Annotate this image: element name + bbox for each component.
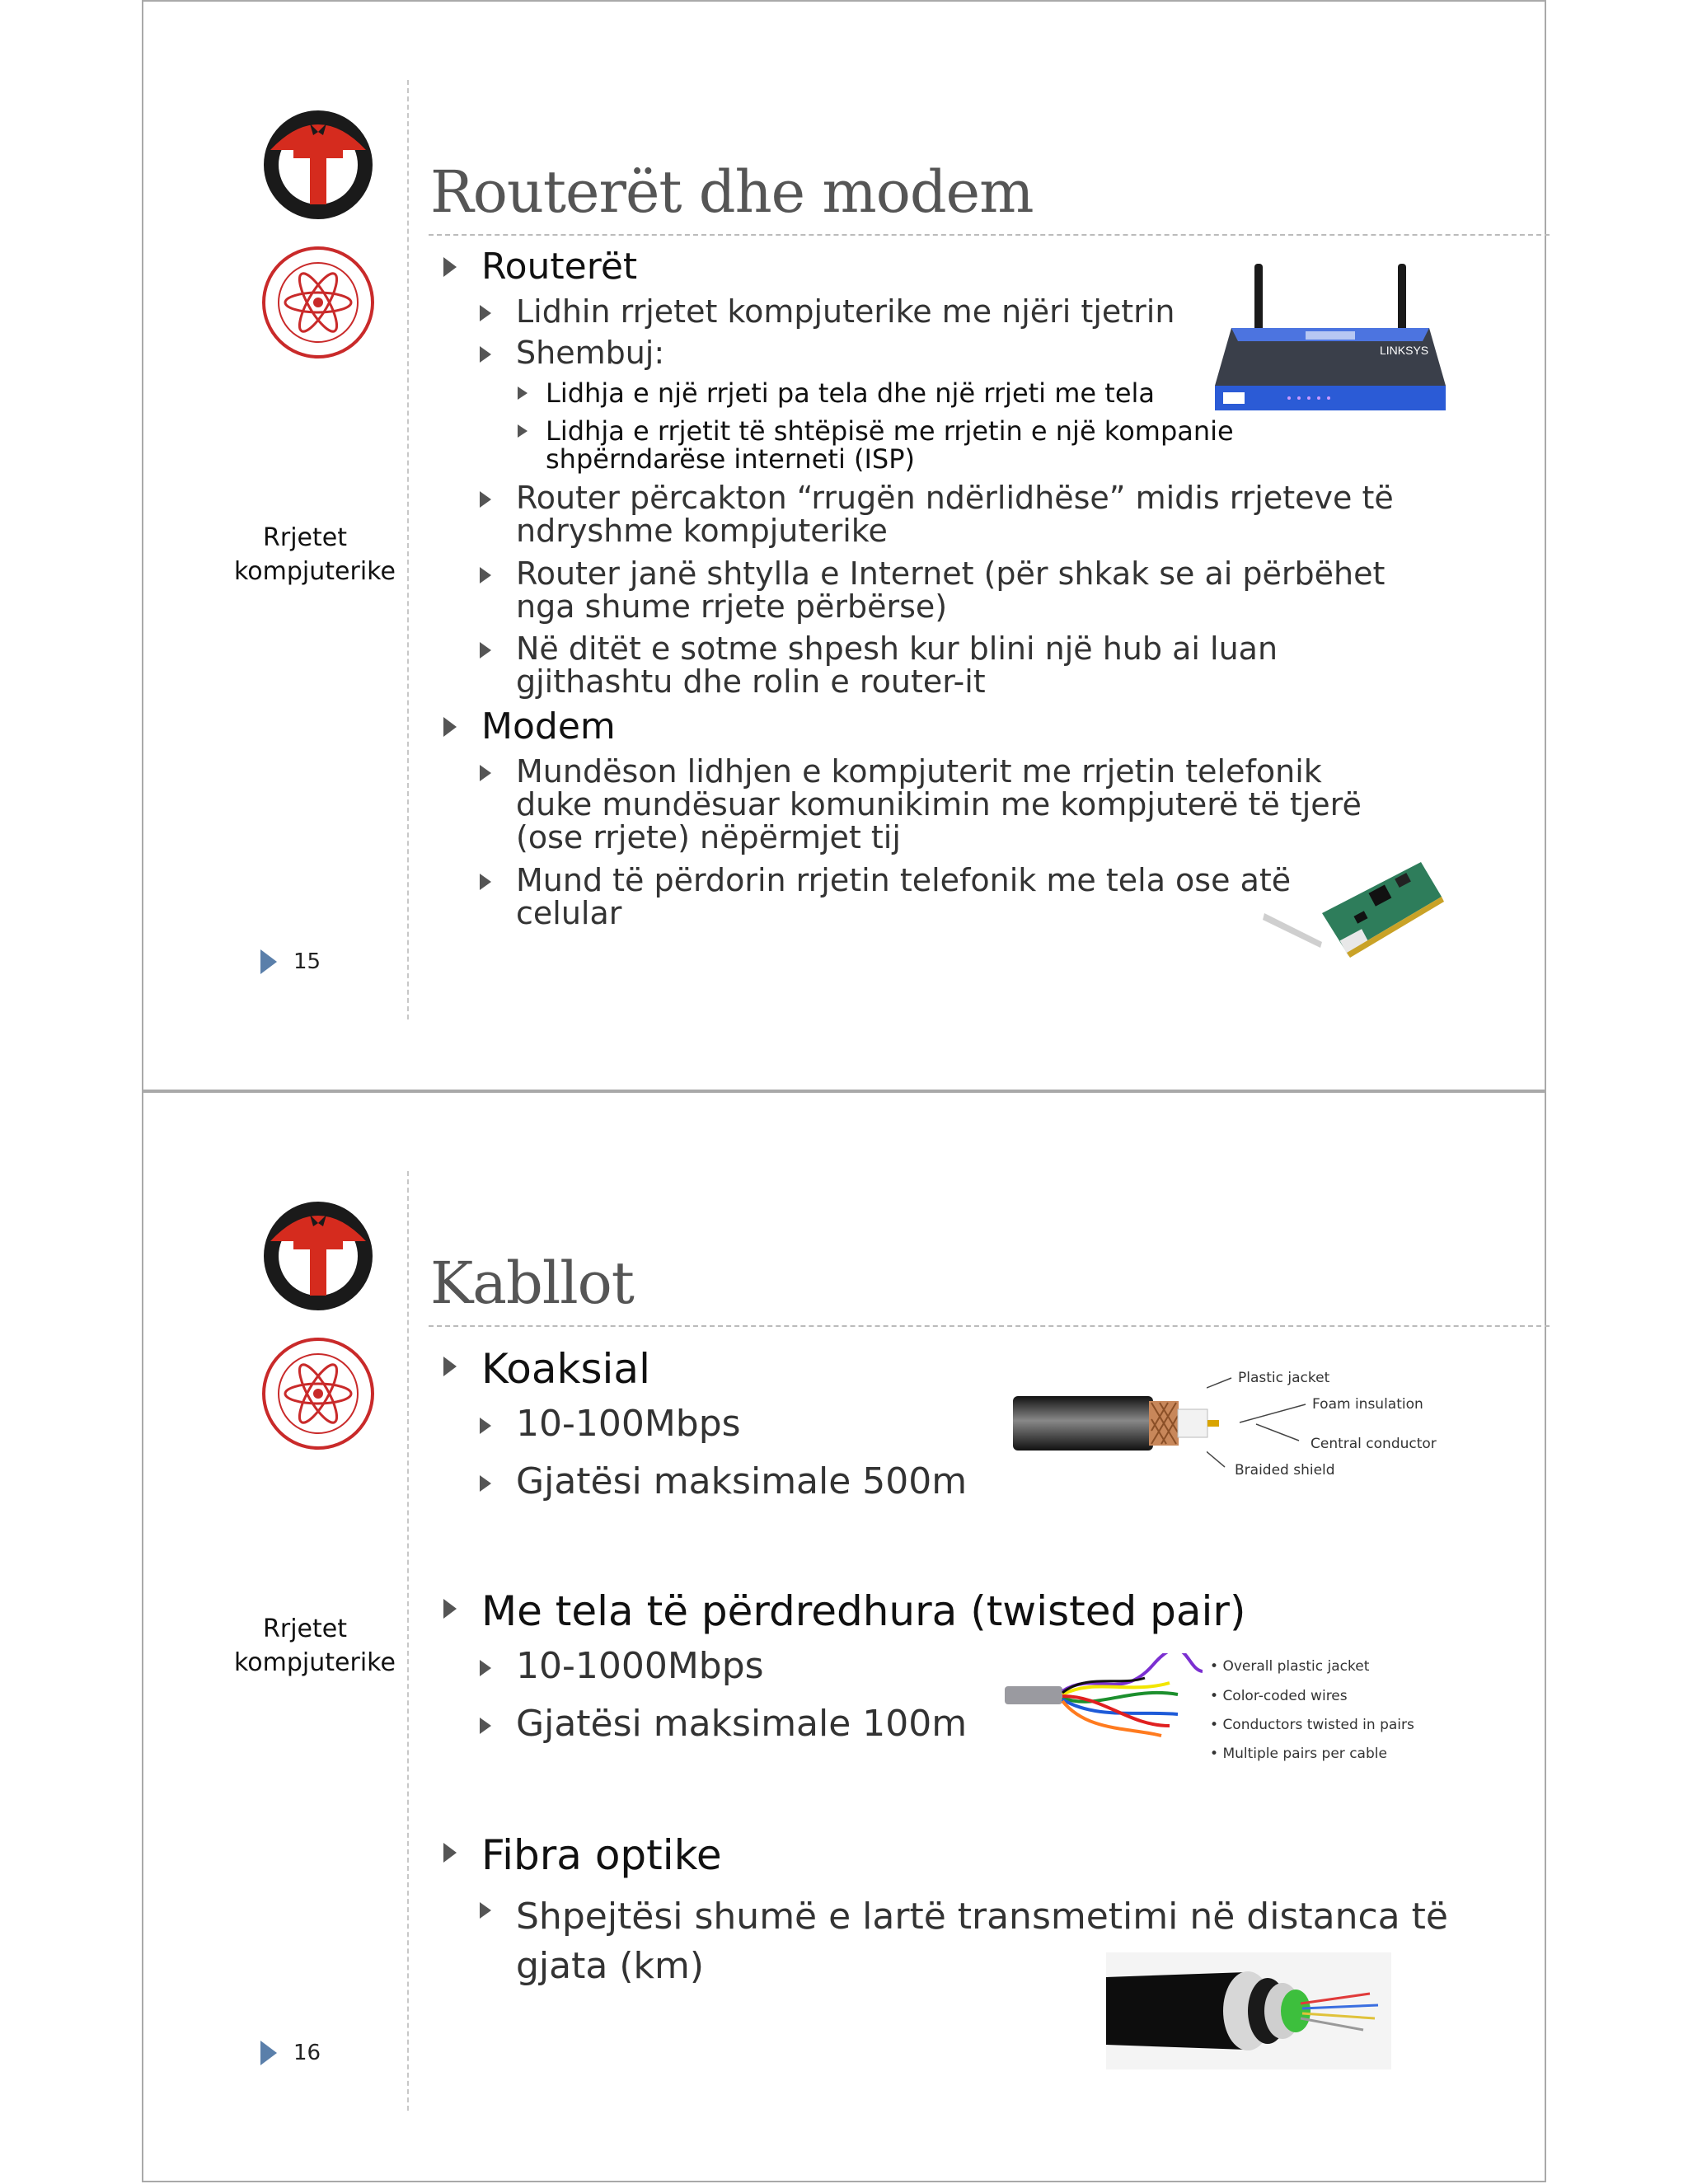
tp-labels xyxy=(1210,1658,1457,1762)
faculty-emblem xyxy=(260,245,376,360)
bullet-coaxial: Koaksial xyxy=(443,1345,650,1393)
bullet-arrow-icon xyxy=(518,424,528,438)
modem-card-image xyxy=(1256,855,1446,987)
bullet-routers: Routerët xyxy=(443,246,637,288)
page-number: 16 xyxy=(260,2041,321,2065)
bullet-arrow-icon xyxy=(443,1599,457,1619)
bullet-arrow-icon xyxy=(480,567,491,583)
page-number: 15 xyxy=(260,949,321,974)
faculty-emblem xyxy=(260,1336,376,1451)
university-logo xyxy=(260,107,376,223)
router-image xyxy=(1207,262,1454,427)
tp-label-twisted: • Conductors twisted in pairs xyxy=(1210,1717,1414,1733)
bullet-arrow-icon xyxy=(443,257,457,277)
bullet-arrow-icon xyxy=(480,1660,491,1676)
bullet-arrow-icon xyxy=(443,717,457,737)
twisted-pair-image xyxy=(1005,1653,1203,1744)
bullet-arrow-icon xyxy=(480,1718,491,1734)
bullet-modem: Modem xyxy=(443,705,616,748)
slide-title: Routerët dhe modem xyxy=(430,158,1034,226)
bullet-examples: Shembuj: xyxy=(480,336,664,369)
coax-labels xyxy=(1207,1358,1536,1482)
page-triangle-icon xyxy=(260,2041,277,2065)
bullet-arrow-icon xyxy=(480,491,491,508)
bullet-arrow-icon xyxy=(480,642,491,658)
bullet-arrow-icon xyxy=(443,1843,457,1863)
bullet-path: Router përcakton “rrugën ndërlidhëse” midis rrjeteve të ndryshme kompjuterike xyxy=(480,481,1394,547)
sidebar-course-label: Rrjetet kompjuterike xyxy=(234,523,396,586)
coax-label-foam: Foam insulation xyxy=(1312,1396,1423,1413)
title-divider xyxy=(429,234,1550,236)
bullet-hub: Në ditët e sotme shpesh kur blini një hub ai luan gjithashtu dhe rolin e router-it xyxy=(480,632,1278,698)
bullet-arrow-icon xyxy=(480,765,491,781)
bullet-connects: Lidhin rrjetet kompjuterike me njëri tjetrin xyxy=(480,295,1175,328)
sidebar-divider xyxy=(407,1171,409,2111)
bullet-coax-length: Gjatësi maksimale 500m xyxy=(480,1465,967,1498)
bullet-arrow-icon xyxy=(480,1475,491,1492)
slide-16 xyxy=(142,1091,1546,2182)
bullet-modem-connect: Mundëson lidhjen e kompjuterit me rrjetin telefonik duke mundësuar komunikimin me kompjuterë të tjerë (ose rrjete) nëpërmjet tij xyxy=(480,755,1362,854)
title-divider xyxy=(429,1325,1550,1327)
coaxial-cable-image xyxy=(1013,1373,1219,1472)
slide-title: Kabllot xyxy=(430,1249,634,1317)
router-brand: LINKSYS xyxy=(1380,344,1429,357)
bullet-arrow-icon xyxy=(480,874,491,890)
tp-label-jacket: • Overall plastic jacket xyxy=(1210,1658,1370,1675)
bullet-example-1: Lidhja e një rrjeti pa tela dhe një rrjeti me tela xyxy=(518,379,1155,407)
bullet-modem-network: Mund të përdorin rrjetin telefonik me tela ose atë celular xyxy=(480,864,1291,930)
sidebar-course-label: Rrjetet kompjuterike xyxy=(234,1615,396,1677)
bullet-coax-speed: 10-100Mbps xyxy=(480,1408,741,1441)
fiber-optic-image xyxy=(1106,1952,1391,2069)
tp-label-wires: • Color-coded wires xyxy=(1210,1688,1348,1704)
bullet-arrow-icon xyxy=(480,1902,491,1919)
bullet-backbone: Router janë shtylla e Internet (për shkak se ai përbëhet nga shume rrjete përbërse) xyxy=(480,557,1385,623)
bullet-twisted-pair: Me tela të përdredhura (twisted pair) xyxy=(443,1587,1245,1635)
bullet-example-2: Lidhja e rrjetit të shtëpisë me rrjetin e një kompanie shpërndarëse interneti (ISP) xyxy=(518,417,1234,473)
bullet-arrow-icon xyxy=(443,1357,457,1376)
university-logo xyxy=(260,1198,376,1314)
coax-label-central: Central conductor xyxy=(1311,1436,1437,1452)
bullet-arrow-icon xyxy=(518,387,528,400)
bullet-arrow-icon xyxy=(480,305,491,321)
bullet-arrow-icon xyxy=(480,346,491,363)
slide-15 xyxy=(142,0,1546,1091)
tp-label-pairs: • Multiple pairs per cable xyxy=(1210,1746,1387,1762)
coax-label-braided: Braided shield xyxy=(1235,1462,1335,1479)
bullet-tp-speed: 10-1000Mbps xyxy=(480,1650,764,1683)
page-triangle-icon xyxy=(260,949,277,974)
bullet-fiber-desc: Shpejtësi shumë e lartë transmetimi në distanca të gjata (km) xyxy=(480,1892,1448,1991)
bullet-fiber: Fibra optike xyxy=(443,1831,722,1879)
bullet-arrow-icon xyxy=(480,1418,491,1434)
bullet-tp-length: Gjatësi maksimale 100m xyxy=(480,1708,967,1741)
coax-label-jacket: Plastic jacket xyxy=(1238,1370,1330,1386)
sidebar-divider xyxy=(407,80,409,1019)
